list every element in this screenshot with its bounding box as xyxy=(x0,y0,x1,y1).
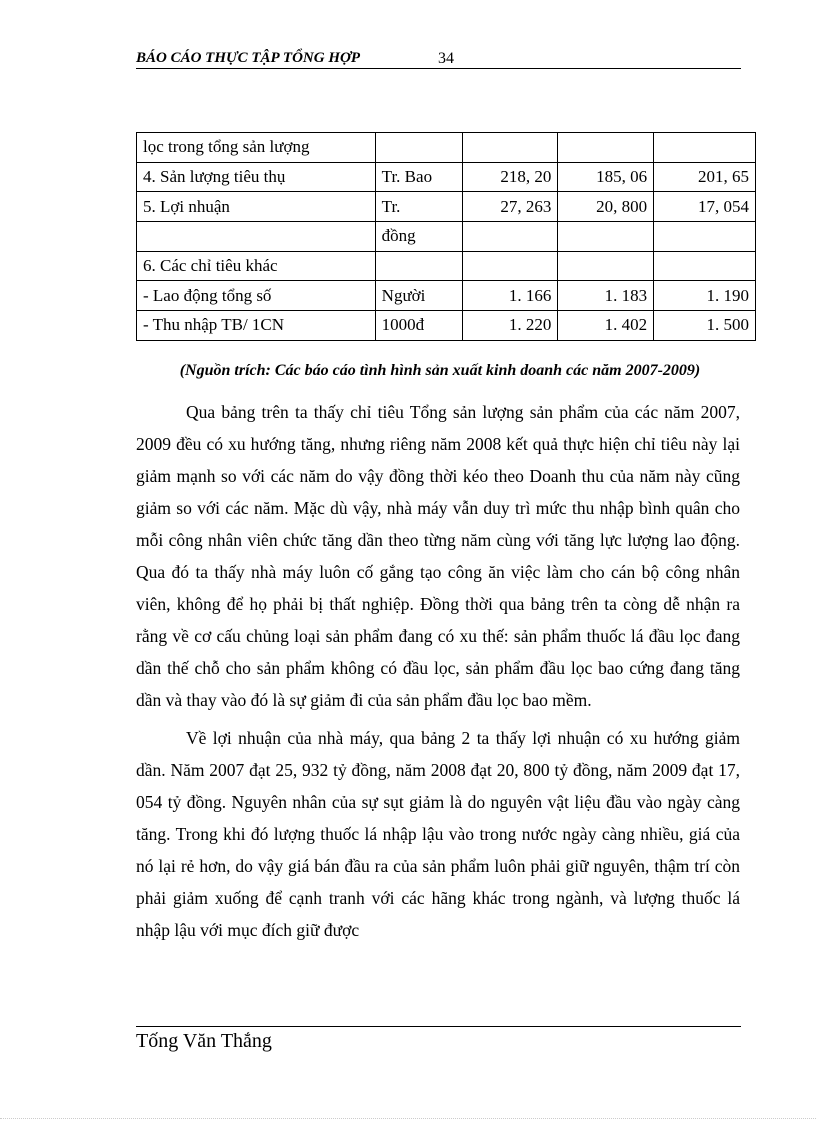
page-number: 34 xyxy=(438,50,454,67)
table-cell xyxy=(462,222,558,252)
table-cell xyxy=(137,222,376,252)
table-cell: 4. Sản lượng tiêu thụ xyxy=(137,162,376,192)
table-row xyxy=(137,162,756,192)
table-row xyxy=(137,222,756,252)
table-cell: - Lao động tổng số xyxy=(137,281,376,311)
statistics-table xyxy=(136,132,756,341)
table-cell xyxy=(654,222,756,252)
paragraph-analysis: Qua bảng trên ta thấy chỉ tiêu Tổng sản lượng sản phẩm của các năm 2007, 2009 đều có xu hướng tăng, nhưng riêng năm 2008 kết quả thực hiện chỉ tiêu này lại giảm mạnh so với các năm do vậy đồng thời kéo theo Doanh thu của năm này cũng giảm so với các năm. Mặc dù vậy, nhà máy vẫn duy trì mức thu nhập bình quân cho mỗi công nhân viên chức tăng dần theo từng năm cùng với tăng lực lượng lao động. Qua đó ta thấy nhà máy luôn cố gắng tạo công ăn việc làm cho cán bộ công nhân viên, không để họ phải bị thất nghiệp. Đồng thời qua bảng trên ta còng dễ nhận ra rằng về cơ cấu chủng loại sản phẩm đang có xu thế: sản phẩm thuốc lá đầu lọc đang dần thế chỗ cho sản phẩm không có đầu lọc, sản phẩm đầu lọc bao cứng đang tăng dần và thay vào đó là sự giảm đi của sản phẩm đầu lọc bao mềm. xyxy=(136,402,740,710)
table-cell: đồng xyxy=(375,222,462,252)
page-bottom-edge xyxy=(0,1118,816,1119)
table-cell: 1000đ xyxy=(375,311,462,341)
source-note: (Nguồn trích: Các báo cáo tình hình sản xuất kinh doanh các năm 2007-2009) xyxy=(179,362,701,379)
table-cell: Tr. xyxy=(375,192,462,222)
author-name: Tống Văn Thắng xyxy=(136,1030,272,1052)
table-cell: 27, 263 xyxy=(462,192,558,222)
table-cell xyxy=(558,222,654,252)
body-text xyxy=(136,396,740,946)
table-cell: Tr. Bao xyxy=(375,162,462,192)
report-title: BÁO CÁO THỰC TẬP TỔNG HỢP xyxy=(136,50,360,66)
table-row xyxy=(137,192,756,222)
table-cell: 6. Các chỉ tiêu khác xyxy=(137,251,376,281)
table-cell: 20, 800 xyxy=(558,192,654,222)
table-row xyxy=(137,133,756,163)
table-row xyxy=(137,311,756,341)
table-cell: 1. 166 xyxy=(462,281,558,311)
table-cell: 17, 054 xyxy=(654,192,756,222)
footer-divider xyxy=(136,1026,741,1027)
table-cell: Người xyxy=(375,281,462,311)
table-cell: - Thu nhập TB/ 1CN xyxy=(137,311,376,341)
table-cell xyxy=(462,251,558,281)
table-cell xyxy=(558,133,654,163)
table-cell: 1. 500 xyxy=(654,311,756,341)
table-cell: 218, 20 xyxy=(462,162,558,192)
table-cell xyxy=(654,133,756,163)
table-cell: 1. 190 xyxy=(654,281,756,311)
table-cell xyxy=(558,251,654,281)
paragraph-profit: Về lợi nhuận của nhà máy, qua bảng 2 ta thấy lợi nhuận có xu hướng giảm dần. Năm 2007 đạt 25, 932 tỷ đồng, năm 2008 đạt 20, 800 tỷ đồng, năm 2009 đạt 17, 054 tỷ đồng. Nguyên nhân của sự sụt giảm là do nguyên vật liệu đầu vào ngày càng tăng. Trong khi đó lượng thuốc lá nhập lậu vào trong nước ngày càng nhiều, giá của nó lại rẻ hơn, do vậy giá bán đầu ra của sản phẩm luôn phải giữ nguyên, thậm trí còn phải giảm xuống để cạnh tranh với các hãng khác trong ngành, và lượng thuốc lá nhập lậu với mục đích giữ được xyxy=(136,728,740,940)
page-header xyxy=(136,48,741,69)
table-cell: 201, 65 xyxy=(654,162,756,192)
table-cell: 5. Lợi nhuận xyxy=(137,192,376,222)
statistics-table-body xyxy=(137,133,756,341)
table-cell xyxy=(654,251,756,281)
table-cell xyxy=(375,251,462,281)
table-cell: 185, 06 xyxy=(558,162,654,192)
table-row xyxy=(137,251,756,281)
table-cell xyxy=(375,133,462,163)
table-cell: 1. 183 xyxy=(558,281,654,311)
table-cell xyxy=(462,133,558,163)
table-cell: 1. 402 xyxy=(558,311,654,341)
table-row xyxy=(137,281,756,311)
table-cell: lọc trong tổng sản lượng xyxy=(137,133,376,163)
table-cell: 1. 220 xyxy=(462,311,558,341)
